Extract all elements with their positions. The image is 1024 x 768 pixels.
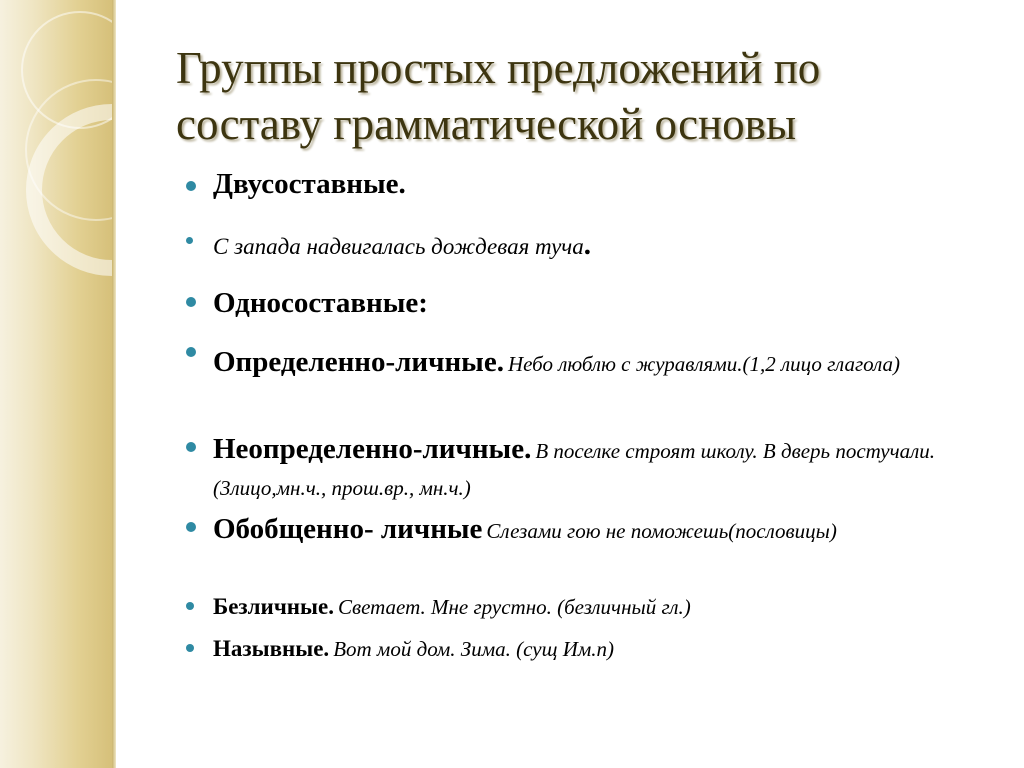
item-heading: Обобщенно- личные — [213, 513, 483, 545]
bullet-dot-icon — [186, 644, 194, 652]
item-example: Слезами гою не поможешь(пословицы) — [486, 519, 837, 543]
item-heading: Определенно-личные. — [213, 346, 504, 378]
item-example: Небо люблю с журавлями.(1,2 лицо глагола) — [507, 352, 901, 376]
bullet-item — [186, 168, 996, 218]
bullet-item — [186, 286, 996, 337]
bullet-dot-icon — [186, 522, 196, 532]
item-heading: Двусоставные. — [213, 168, 406, 200]
bullet-dot-icon — [186, 237, 193, 244]
bullet-dot-icon — [186, 442, 196, 452]
bullet-item — [186, 592, 996, 634]
bullet-item — [186, 432, 996, 512]
bullet-dot-icon — [186, 297, 196, 307]
slide-title: Группы простых предложений по составу грамматической основы — [176, 43, 821, 149]
side-divider-line — [112, 0, 116, 768]
item-example: С запада надвигалась дождевая туча — [213, 234, 584, 259]
bullet-dot-icon — [186, 347, 196, 357]
item-example: Светает. Мне грустно. (безличный гл.) — [337, 595, 691, 619]
item-heading: Неопределенно-личные. — [213, 433, 532, 465]
bullet-dot-icon — [186, 602, 194, 610]
bullet-item — [186, 337, 996, 432]
bullet-dot-icon — [186, 181, 196, 191]
decorative-side-band — [0, 0, 112, 768]
item-heading: Назывные. — [213, 636, 330, 661]
decorative-circles — [0, 0, 112, 768]
item-example: В поселке строят школу. В дверь постучали. (3лицо,мн.ч., прош.вр., мн.ч.) — [213, 439, 936, 500]
item-trailing-period: . — [583, 229, 592, 261]
item-example: Вот мой дом. Зима. (сущ Им.п) — [333, 637, 615, 661]
bullet-item — [186, 634, 996, 674]
bullet-item — [186, 512, 996, 592]
bullet-list — [186, 168, 996, 674]
item-heading: Односоставные: — [213, 287, 428, 319]
item-heading: Безличные. — [213, 594, 334, 619]
bullet-item — [186, 218, 996, 286]
